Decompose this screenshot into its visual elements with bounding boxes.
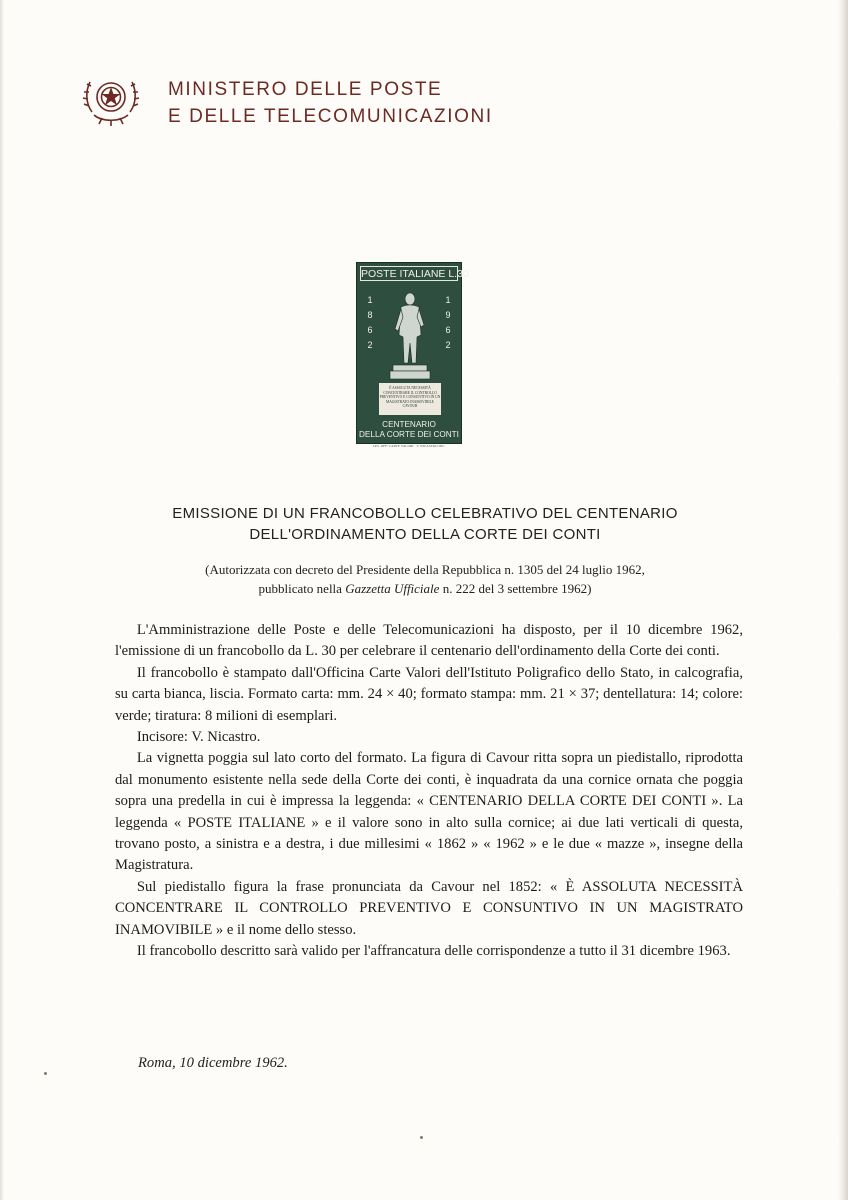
subtitle-line-1: (Autorizzata con decreto del Presidente della Repubblica n. 1305 del 24 luglio 1962, bbox=[205, 562, 645, 577]
document-subtitle bbox=[80, 560, 770, 598]
body-paragraph-4: La vignetta poggia sul lato corto del formato. La figura di Cavour ritta sopra un piedistallo, riprodotta dal monumento esistente nella sede della Corte dei conti, è inquadrata da una cornice ornata che poggia sopra una predella in cui è impressa la leggenda: « CENTENARIO DELLA CORTE DEI CONTI ». La leggenda « POSTE ITALIANE » e il valore sono in alto sulla cornice; ai due lati verticali di questa, trovano posto, a sinistra e a destra, i due millesimi « 1862 » « 1962 » e le due « mazze », insegne della Magistratura. bbox=[115, 750, 743, 874]
subtitle-line-2-pre: pubblicato nella bbox=[258, 581, 346, 596]
stamp-top-label: POSTE ITALIANE L.30 bbox=[361, 268, 469, 280]
stamp-right-digit: 1 bbox=[445, 295, 451, 305]
stamp-bottom-line-2: DELLA CORTE DEI CONTI bbox=[359, 430, 459, 439]
stamp-left-digit: 1 bbox=[367, 295, 373, 305]
stamp-right-digit: 6 bbox=[445, 325, 451, 335]
ministry-line-1: MINISTERO DELLE POSTE bbox=[168, 79, 443, 100]
italian-republic-emblem-icon bbox=[80, 68, 142, 130]
stamp-left-year bbox=[364, 293, 376, 353]
stamp-left-digit: 8 bbox=[367, 310, 373, 320]
body-paragraph-3: Incisore: V. Nicastro. bbox=[136, 729, 261, 746]
paper-speck bbox=[44, 1072, 47, 1075]
subtitle-gazzetta: Gazzetta Ufficiale bbox=[345, 581, 440, 596]
paper-edge-left bbox=[0, 0, 4, 1200]
title-line-2: DELL'ORDINAMENTO DELLA CORTE DEI CONTI bbox=[249, 526, 601, 543]
stamp-right-digit: 9 bbox=[445, 310, 451, 320]
stamp-plaque: È ASSOLUTA NECESSITÀ CONCENTRARE IL CONTROLLO PREVENTIVO E CONSUNTIVO IN UN MAGISTRATO INAMOVIBILE CAVOUR bbox=[379, 383, 441, 415]
cavour-statue-icon bbox=[381, 287, 439, 385]
stamp-caption: I.P.S. OFF. CARTE VALORI · V. NICASTRO INC. bbox=[372, 444, 446, 448]
body-paragraph-2: Il francobollo è stampato dall'Officina Carte Valori dell'Istituto Poligrafico dello Stato, in calcografia, su carta bianca, liscia. Formato carta: mm. 24 × 40; formato stampa: mm. 21 × 37; dentellatura: 14; colore: verde; tiratura: 8 milioni di esemplari. bbox=[115, 664, 743, 724]
body-paragraph-6: Il francobollo descritto sarà valido per l'affrancatura delle corrispondenze a tutto il 31 dicembre 1963. bbox=[136, 943, 731, 960]
stamp-left-digit: 2 bbox=[367, 340, 373, 350]
paper-edge-right bbox=[838, 0, 848, 1200]
place-date-signature: Roma, 10 dicembre 1962. bbox=[138, 1055, 288, 1071]
stamp-left-digit: 6 bbox=[367, 325, 373, 335]
ministry-heading bbox=[168, 76, 493, 130]
title-line-1: EMISSIONE DI UN FRANCOBOLLO CELEBRATIVO DEL CENTENARIO bbox=[172, 505, 678, 522]
document-title bbox=[80, 503, 770, 545]
body-paragraph-1: L'Amministrazione delle Poste e delle Telecomunicazioni ha disposto, per il 10 dicembre 1962, l'emissione di un francobollo da L. 30 per celebrare il centenario dell'ordinamento della Corte dei conti. bbox=[115, 622, 743, 660]
stamp-right-year bbox=[442, 293, 454, 353]
postage-stamp bbox=[356, 262, 469, 444]
ministry-line-2: E DELLE TELECOMUNICAZIONI bbox=[168, 106, 493, 127]
document-body bbox=[115, 620, 743, 963]
paper-speck bbox=[420, 1136, 423, 1139]
stamp-bottom-line-1: CENTENARIO bbox=[382, 420, 436, 429]
stamp-right-digit: 2 bbox=[445, 340, 451, 350]
subtitle-line-2-post: n. 222 del 3 settembre 1962) bbox=[439, 581, 592, 596]
body-paragraph-5: Sul piedistallo figura la frase pronunciata da Cavour nel 1852: « È ASSOLUTA NECESSITÀ CONCENTRARE IL CONTROLLO PREVENTIVO E CONSUNTIVO IN UN MAGISTRATO INAMOVIBILE » e il nome dello stesso. bbox=[115, 878, 743, 938]
subtitle-line-2 bbox=[80, 579, 770, 598]
stamp-bottom-label bbox=[359, 420, 459, 440]
